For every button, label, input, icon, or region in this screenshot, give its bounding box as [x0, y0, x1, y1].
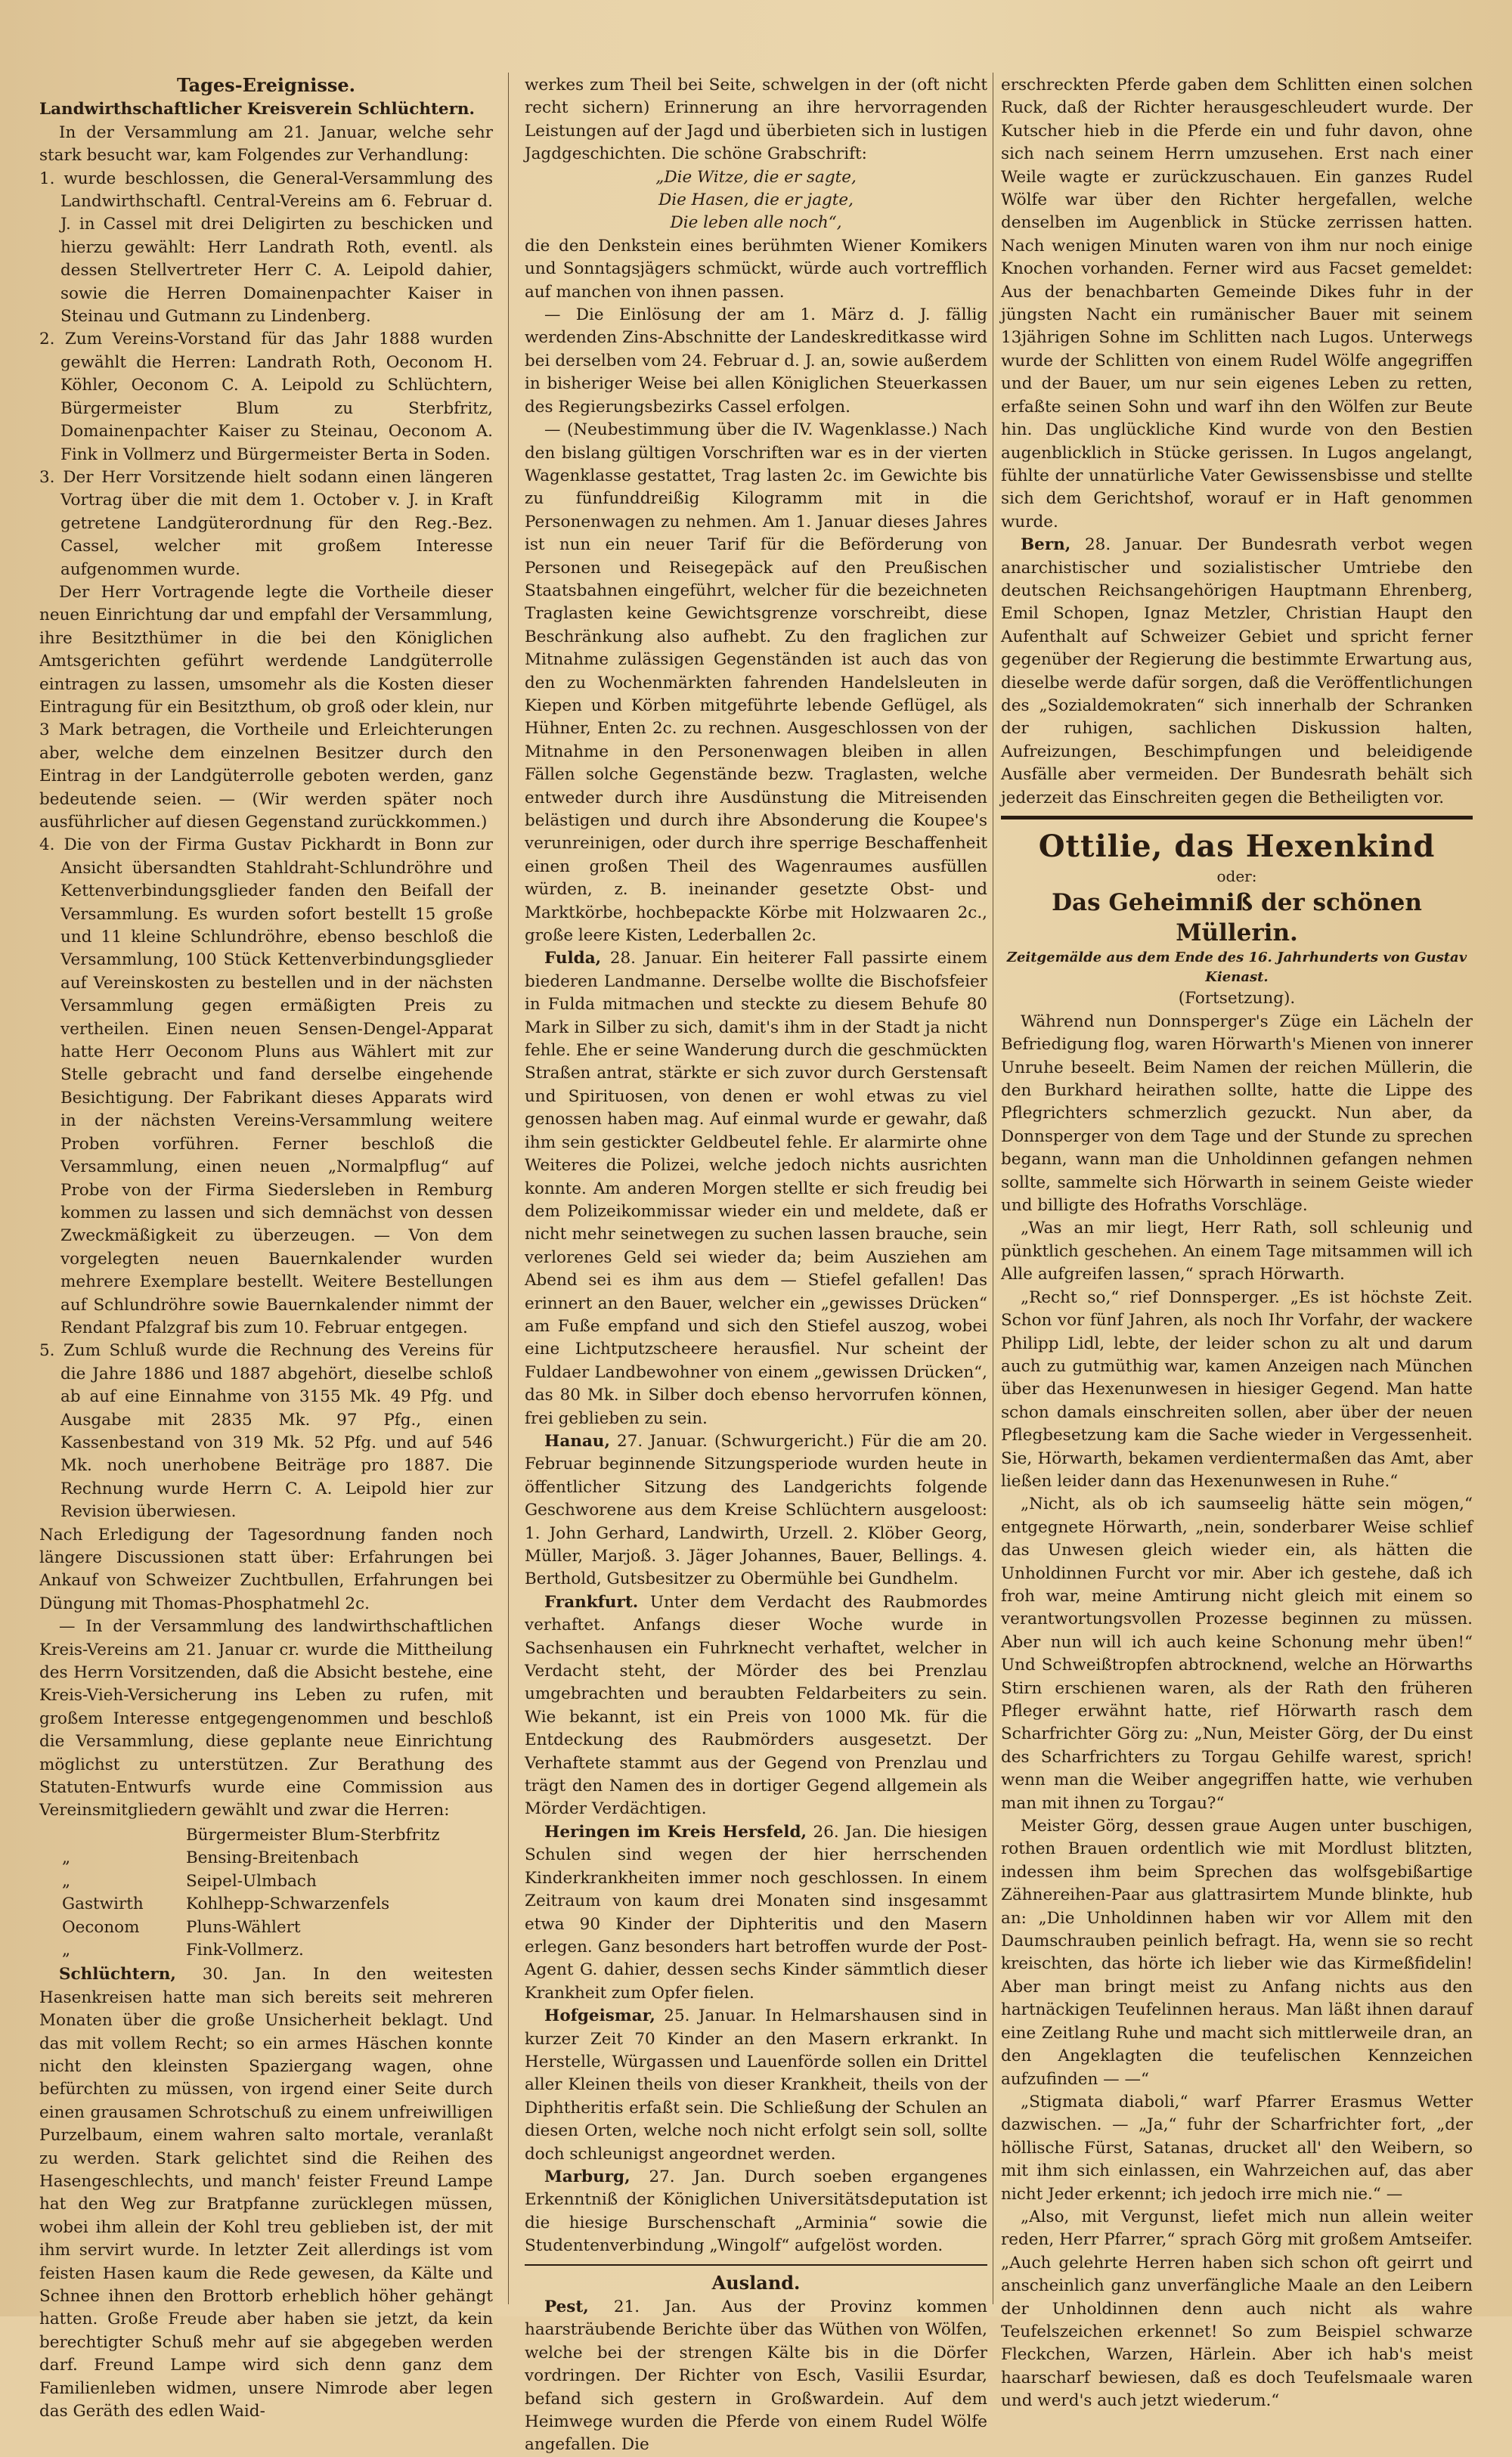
column-1 [39, 74, 493, 2421]
paragraph: „Was an mir liegt, Herr Rath, soll schleunig und pünktlich geschehen. An einem Tage mitsammen will ich Alle aufgreifen lassen,“ sprach Hörwarth. [1001, 1219, 1473, 1284]
list-item: 3. Der Herr Vorsitzende hielt sodann einen längeren Vortrag über die mit dem 1. October v. J. in Kraft getretene Landgüterordnung für den Reg.-Bez. Cassel, welcher mit großem Interesse aufgenommen wurde. [39, 467, 493, 579]
divider [1001, 816, 1473, 820]
list-item: 5. Zum Schluß wurde die Rechnung des Vereins für die Jahre 1886 und 1887 abgehört, dieselbe schloß ab auf eine Einnahme von 3155 Mk. 49 Pfg. und Ausgabe mit 2835 Mk. 97 Pfg., einen Kassenbestand von 319 Mk. 52 Pfg. und auf 546 Mk. noch unerhobene Beiträge pro 1887. Die Rechnung wurde Herrn C. A. Leipold hier zur Revision überwiesen. [39, 1341, 493, 1522]
serial-subtitle: Das Geheimniß der schönen Müllerin. [1052, 889, 1422, 947]
section-heading: Ausland. [711, 2271, 801, 2294]
paragraph: „Stigmata diaboli,“ warf Pfarrer Erasmus Wetter dazwischen. — „Ja,“ fuhr der Scharfrichter fort, „der höllische Fürst, Satanas, drucket all' den Weibern, so mit ihm sich einlassen, ein Wahrzeichen auf, das aber nicht Jeder erkennt; ich jedoch irre mich nie.“ — [1001, 2092, 1473, 2204]
poem-line: Die leben alle noch“, [670, 213, 842, 233]
paragraph: werkes zum Theil bei Seite, schwelgen in der (oft nicht recht sichern) Erinnerung an ihre hervorragenden Leistungen auf der Jagd und überbieten sich in lustigen Jagdgeschichten. Die schöne Grabschrift: [525, 76, 987, 164]
article-heading: Landwirthschaftlicher Kreisverein Schlüchtern. [39, 100, 476, 119]
list-item: „ Seipel-Ulmbach [62, 1871, 317, 1891]
paragraph: „Nicht, als ob ich saumseelig hätte sein mögen,“ entgegnete Hörwarth, „nein, sonderbarer Weise schlief das Unwesen gleich wieder ein, als hätten die Unholdinnen Furcht vor mir. Aber ich gestehe, daß ich froh war, meine Amtirung nicht gleich mit einem so verantwortungsvollen Prozesse beginnen zu müssen. Aber nun will ich auch keine Schonung mehr üben!“ Und Schweißtropfen abtrocknend, welche an Hörwarths Stirn erschienen waren, als der Rath den früheren Pfleger erwähnt hatte, rief Hörwarth rasch dem Scharfrichter Görg zu: „Nun, Meister Görg, der Du einst des Scharfrichters zu Torgau Gehilfe warest, sprich! wenn man die Weiber angegriffen hatte, wie verhuben man mit ihnen zu Torgau?“ [1001, 1495, 1473, 1813]
paragraph: „Recht so,“ rief Donnsperger. „Es ist höchste Zeit. Schon vor fünf Jahren, als noch Ihr Vorfahr, der wackere Philipp Lidl, lebte, der leider schon zu alt und darum auch zu gutmüthig war, kamen Anzeigen nach München über das Hexenunwesen in hiesiger Gegend. Man hatte schon damals einschreiten sollen, aber über der neuen Pflegbesetzung kam die Sache wieder in Vergessenheit. Sie, Hörwarth, bekamen verdientermaßen das Amt, aber ließen leider dann das Hexenunwesen in Ruhe.“ [1001, 1287, 1473, 1491]
paragraph: Schlüchtern, 30. Jan. In den weitesten Hasenkreisen hatte man sich bereits seit mehreren Monaten über die große Unsicherheit beklagt. Und das mit vollem Recht; so ein armes Häschen konnte nicht den kleinsten Spaziergang wagen, ohne befürchten zu müssen, von irgend einer Seite durch einen grausamen Schrotschuß zu einem unfreiwilligen Purzelbaum, einem wahren salto mortale, veranlaßt zu werden. Stark gelichtet sind die Reihen des Hasengeschlechts, und manch' feister Freund Lampe hat den Weg zur Bratpfanne zurücklegen müssen, wobei ihm allein der Kohl treu geblieben ist, der mit ihm servirt wurde. In letzter Zeit allerdings ist vom feisten Hasen kaum die Rede gewesen, da Kälte und Schnee ihnen den Brottorb erheblich höher gehängt hatten. Große Freude aber haben sie jetzt, da kein berechtigter Schuß mehr auf sie abgegeben werden darf. Freund Lampe wird sich denn ganz dem Familienleben widmen, unsere Nimrode aber legen das Geräth des edlen Waid- [39, 1965, 493, 2421]
paragraph: — In der Versammlung des landwirthschaftlichen Kreis-Vereins am 21. Januar cr. wurde die Mittheilung des Herrn Vorsitzenden, daß die Absicht bestehe, eine Kreis-Vieh-Versicherung ins Leben zu rufen, mit großem Interesse entgegengenommen und beschloß die Versammlung, diese geplante neue Einrichtung möglichst zu unterstützen. Zur Berathung des Statuten-Entwurfs wurde eine Commission aus Vereinsmitgliedern gewählt und zwar die Herren: [39, 1617, 493, 1820]
serial-title: Ottilie, das Hexenkind [1038, 829, 1436, 864]
paragraph: Hofgeismar, 25. Januar. In Helmarshausen sind in kurzer Zeit 70 Kinder an den Masern erkrankt. In Herstelle, Würgassen und Lauenförde sollen ein Drittel aller Kleinen theils von dieser Krankheit, theils von der Diphtheritis erfaßt sein. Die Schließung der Schulen an diesen Orten, welche noch nicht erfolgt sein soll, sollte doch schleunigst angeordnet werden. [525, 2006, 987, 2164]
paragraph: Der Herr Vortragende legte die Vortheile dieser neuen Einrichtung dar und empfahl der Versammlung, ihre Besitzthümer in die bei den Königlichen Amtsgerichten geführt werdende Landgüterrolle eintragen zu lassen, umsomehr als die Kosten dieser Eintragung für ein Besitzthum, ob groß oder klein, nur 3 Mark betragen, die Vortheile und Erleichterungen aber, welche dem einzelnen Besitzer durch den Eintrag in der Landgüterrolle geboten werden, ganz bedeutende seien. — (Wir werden später noch ausführlicher auf diesen Gegenstand zurückkommen.) [39, 582, 493, 832]
poem-line: Die Hasen, die er jagte, [658, 191, 854, 210]
paragraph: Nach Erledigung der Tagesordnung fanden noch längere Discussionen statt über: Erfahrungen bei Ankauf von Schweizer Zuchtbullen, Erfahrungen bei Düngung mit Thomas-Phosphatmehl 2c. [39, 1525, 493, 1613]
paragraph: Pest, 21. Jan. Aus der Provinz kommen haarsträubende Berichte über das Wüthen von Wölfen, welche bei der strengen Kälte bis in die Dörfer vordringen. Der Richter von Esch, Vasilii Esurdar, befand sich gestern in Großwardein. Auf dem Heimwege wurden die Pferde von einem Rudel Wölfe angefallen. Die [525, 2297, 987, 2455]
list-item: „ Fink-Vollmerz. [62, 1940, 304, 1960]
list-item: 1. wurde beschlossen, die General-Versammlung des Landwirthschaftl. Central-Vereins am 6. Februar d. J. in Cassel mit drei Deligirten zu beschicken und hierzu gewählt: Herr Landrath Roth, eventl. als dessen Stellvertreter Herr C. A. Leipold dahier, sowie die Herren Domainenpachter Kaiser in Steinau und Gutmann zu Lindenberg. [39, 169, 493, 327]
column-2 [525, 74, 987, 2455]
paragraph: — Die Einlösung der am 1. März d. J. fällig werdenden Zins-Abschnitte der Landeskreditkasse wird bei derselben vom 24. Februar d. J. an, sowie außerdem in bisheriger Weise bei allen Königlichen Steuerkassen des Regierungsbezirks Cassel erfolgen. [525, 305, 987, 417]
paragraph: Hanau, 27. Januar. (Schwurgericht.) Für die am 20. Februar beginnende Sitzungsperiode wurden heute in öffentlicher Sitzung des Landgerichts folgende Geschworene aus dem Kreise Schlüchtern ausgeloost: 1. John Gerhard, Landwirth, Urzell. 2. Klöber Georg, Müller, Marjoß. 3. Jäger Johannes, Bauer, Bellings. 4. Berthold, Gutsbesitzer zu Obermühle bei Gundhelm. [525, 1431, 987, 1589]
commission-list [62, 1824, 493, 1962]
serial-oder: oder: [1216, 867, 1257, 885]
section-heading: Tages-Ereignisse. [177, 74, 355, 96]
serial-byline: Zeitgemälde aus dem Ende des 16. Jahrhunderts von Gustav Kienast. [1006, 950, 1467, 986]
paragraph: Marburg, 27. Jan. Durch soeben ergangenes Erkenntniß der Königlichen Universitätsdeputation ist die hiesige Burschenschaft „Arminia“ sowie die Studentenverbindung „Wingolf“ aufgelöst worden. [525, 2167, 987, 2256]
paragraph: Fulda, 28. Januar. Ein heiterer Fall passirte einem biederen Landmanne. Derselbe wollte die Bischofsfeier in Fulda mitmachen und steckte zu diesem Behufe 80 Mark in Silber zu sich, damit's ihm in der Stadt ja nicht fehle. Ehe er seine Wanderung durch die geschmückten Straßen antrat, stärkte er sich zuvor durch Gerstensaft und Spirituosen, von denen er wohl etwas zu viel genossen haben mag. Auf einmal wurde er gewahr, daß ihm sein gestickter Geldbeutel fehle. Er alarmirte ohne Weiteres die Polizei, welche jedoch nichts ausrichten konnte. Am anderen Morgen stellte er sich freudig bei dem Polizeikommissar wieder ein und meldete, daß er nicht mehr seinetwegen zu suchen lassen brauche, sein verlorenes Geld sei wieder da; beim Ausziehen am Abend sei es ihm aus dem — Stiefel gefallen! Das erinnert an den Bauer, welcher ein „gewisses Drücken“ am Fuße empfand und sich den Stiefel auszog, wobei eine Lichtputzscheere herausfiel. Nur scheint der Fuldaer Landbewohner von einem „gewissen Drücken“, das 80 Mk. in Silber doch ebenso hervorrufen können, frei geblieben zu sein. [525, 949, 987, 1428]
paragraph: Frankfurt. Unter dem Verdacht des Raubmordes verhaftet. Anfangs dieser Woche wurde in Sachsenhausen ein Fuhrknecht verhaftet, welcher in Verdacht steht, der Mörder des bei Prenzlau umgebrachten und beraubten Feldarbeiters zu sein. Wie bekannt, ist ein Preis von 1000 Mk. für die Entdeckung des Raubmörders ausgesetzt. Der Verhaftete stammt aus der Gegend von Prenzlau und trägt den Namen des in dortiger Gegend allgemein als Mörder Verdächtigen. [525, 1592, 987, 1819]
column-3 [1001, 74, 1473, 2411]
paragraph: erschreckten Pferde gaben dem Schlitten einen solchen Ruck, daß der Richter herausgeschleudert wurde. Der Kutscher hieb in die Pferde ein und fuhr davon, ohne sich nach seinem Herrn umzusehen. Erst nach einer Weile wagte er zurückzuschauen. Ein ganzes Rudel Wölfe war über den Richter hergefallen, welche denselben im Augenblick in Stücke zerrissen hatten. Nach wenigen Minuten waren von ihm nur noch einige Knochen vorhanden. Ferner wird aus Facset gemeldet: Aus der benachbarten Gemeinde Dikes fuhr in der jüngsten Nacht ein rumänischer Bauer mit seinem 13jährigen Sohne im Schlitten nach Lugos. Unterwegs wurde der Schlitten von einem Rudel Wölfe angegriffen und der Bauer, um nur sein eigenes Leben zu retten, erfaßte seinen Sohn und warf ihn den Wölfen zur Beute hin. Das unglückliche Kind wurde von den Bestien augenblicklich in Stücke gerissen. In Lugos angelangt, fühlte der unnatürliche Vater Gewissensbisse und stellte sich dem Gerichtshof, worauf er in Haft genommen wurde. [1001, 76, 1473, 531]
list-item: Gastwirth Kohlhepp-Schwarzenfels [62, 1895, 390, 1914]
serial-continuation: (Fortsetzung). [1178, 989, 1296, 1009]
paragraph: Während nun Donnsperger's Züge ein Lächeln der Befriedigung flog, waren Hörwarth's Mienen von innerer Unruhe beseelt. Beim Namen der reichen Müllerin, die den Burkhard heirathen sollte, hatte die Lippe des Pflegrichters schmerzlich gezuckt. Nun aber, da Donnsperger von dem Tage und der Stunde zu sprechen begann, wann man die Unholdinnen gefangen nehmen sollte, sammelte sich Hörwarth in seinem Geiste wieder und billigte des Hofraths Vorschläge. [1001, 1012, 1473, 1216]
list-item: 2. Zum Vereins-Vorstand für das Jahr 1888 wurden gewählt die Herren: Landrath Roth, Oeconom H. Köhler, Oeconom C. A. Leipold zu Schlüchtern, Bürgermeister Blum zu Sterbfritz, Domainenpachter Kaiser zu Steinau, Oeconom A. Fink in Vollmerz und Bürgermeister Berta in Soden. [39, 330, 493, 464]
divider [525, 2264, 987, 2266]
paragraph: — (Neubestimmung über die IV. Wagenklasse.) Nach den bislang gültigen Vorschriften war es in der vierten Wagenklasse gestattet, Trag lasten 2c. im Gewichte bis zu fünfunddreißig Kilogramm mit in die Personenwagen zu nehmen. Am 1. Januar dieses Jahres ist nun ein neuer Tarif für die Beförderung von Personen und Reisegepäck auf den Preußischen Staatsbahnen eingeführt, welcher für die bezeichneten Traglasten keine Gewichtsgrenze vorschreibt, diese Beschränkung also aufhebt. Zu den fraglichen zur Mitnahme zulässigen Gegenständen ist auch das von den zu Wochenmärkten fahrenden Handelsleuten in Kiepen und Körben mitgeführte lebende Geflügel, als Hühner, Enten 2c. zu rechnen. Ausgeschlossen von der Mitnahme in den Personenwagen bleiben in allen Fällen solche Gegenstände bezw. Traglasten, welche entweder durch ihre Ausdünstung die Mitreisenden belästigen und durch ihre Absonderung die Koupee's verunreinigen, oder durch ihre sperrige Beschaffenheit einen großen Theil des Wagenraumes ausfüllen würden, z. B. ineinander gesetzte Obst- und Marktkörbe, hochbepackte Körbe mit Holzwaaren 2c., große leere Kisten, Lederballen 2c. [525, 420, 987, 946]
paragraph: „Also, mit Vergunst, liefet mich nun allein weiter reden, Herr Pfarrer,“ sprach Görg mit großem Amtseifer. „Auch gelehrte Herren haben sich schon oft geirrt und anscheinlich ganz unverfängliche Maale an den Leibern der Unholdinnen denn auch nicht als wahre Teufelszeichen erkennet! So zum Beispiel schwarze Fleckchen, Warzen, Härlein. Aber ich hab's meist haarscharf bewiesen, daß es doch Teufelsmaale waren und werd's auch jetzt wiederum.“ [1001, 2207, 1473, 2411]
column-rule [508, 73, 509, 2304]
poem-line: „Die Witze, die er sagte, [655, 167, 857, 187]
list-item: Bürgermeister Blum-Sterbfritz [186, 1825, 440, 1845]
list-item: Oeconom Pluns-Wählert [62, 1917, 301, 1937]
paragraph: Bern, 28. Januar. Der Bundesrath verbot wegen anarchistischer und sozialistischer Umtriebe den deutschen Reichsangehörigen Hauptmann Ehrenberg, Emil Schopen, Ignaz Metzler, Christian Haupt den Aufenthalt auf Schweizer Gebiet und spricht ferner gegenüber der Regierung die bestimmte Erwartung aus, dieselbe werde dafür sorgen, daß die Veröffentlichungen des „Sozialdemokraten“ sich innerhalb der Schranken der ruhigen, sachlichen Diskussion halten, Aufreizungen, Beschimpfungen und beleidigende Ausfälle aber vermeiden. Der Bundesrath behält sich jederzeit das Einschreiten gegen die Betheiligten vor. [1001, 535, 1473, 807]
list-item: 4. Die von der Firma Gustav Pickhardt in Bonn zur Ansicht übersandten Stahldraht-Schlundröhre und Kettenverbindungsglieder fanden den Beifall der Versammlung. Es wurden sofort bestellt 15 große und 11 kleine Schlundröhre, ebenso beschloß die Versammlung, 100 Stück Kettenverbindungsglieder auf Vereinskosten zu bestellen und in der nächsten Versammlung gegen ermäßigten Preis zu vertheilen. Einen neuen Sensen-Dengel-Apparat hatte Herr Oeconom Pluns aus Wählert mit zur Stelle gebracht und fand derselbe eingehende Besichtigung. Der Fabrikant dieses Apparats wird in der nächsten Vereins-Versammlung weitere Proben vorführen. Ferner beschloß die Versammlung, einen neuen „Normalpflug“ auf Probe von der Firma Siedersleben in Remburg kommen zu lassen und sich demnächst von dessen Zweckmäßigkeit zu überzeugen. — Von dem vorgelegten neuen Bauernkalender wurden mehrere Exemplare bestellt. Weitere Bestellungen auf Schlundröhre sowie Bauernkalender nimmt der Rendant Pfalzgraf bis zum 10. Februar entgegen. [39, 835, 493, 1337]
paragraph: die den Denkstein eines berühmten Wiener Komikers und Sonntagsjägers schmückt, würde auch vortrefflich auf manchen von ihnen passen. [525, 236, 987, 302]
list-item: „ Bensing-Breitenbach [62, 1848, 359, 1868]
paragraph: Heringen im Kreis Hersfeld, 26. Jan. Die hiesigen Schulen sind wegen der hier herrschenden Kinderkrankheiten immer noch geschlossen. In einem Zeitraum von kaum drei Monaten sind insgesammt etwa 90 Kinder der Diphteritis und den Masern erlegen. Ganz besonders hart betroffen wurde der Post-Agent G. dahier, dessen sechs Kinder sämmtlich dieser Krankheit zum Opfer fielen. [525, 1822, 987, 2003]
paragraph: In der Versammlung am 21. Januar, welche sehr stark besucht war, kam Folgendes zur Verhandlung: [39, 122, 493, 166]
paragraph: Meister Görg, dessen graue Augen unter buschigen, rothen Brauen ordentlich wie mit Mordlust blitzten, indessen ihm beim Sprechen das wolfsgebißartige Zähnereihen-Paar aus glattrasirtem Munde blinkte, hub an: „Die Unholdinnen haben wir vor Allem mit den Daumschrauben peinlich befragt. Ha, wenn sie so recht kreischten, das hörte ich lieber wie das Kirmeßfidelin! Aber man bringt meist zu Anfang nichts aus den hartnäckigen Teufelinnen heraus. Man läßt ihnen darauf eine Zeitlang Ruhe und macht sich mittlerweile dran, an den Angeklagten die teufelischen Kennzeichen aufzufinden — —“ [1001, 1817, 1473, 2089]
